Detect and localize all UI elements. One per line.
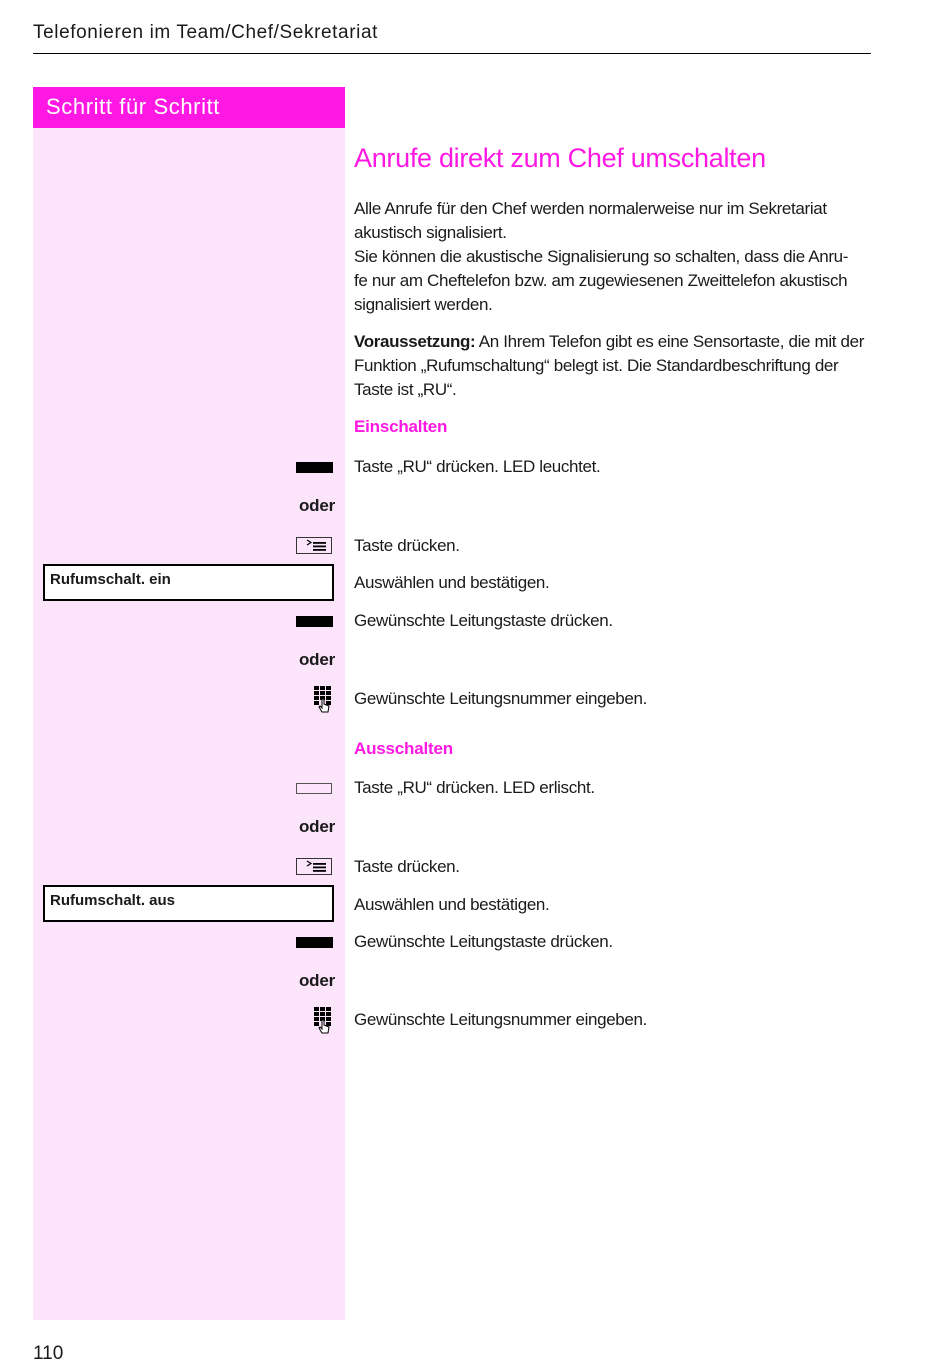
page-number: 110	[33, 1343, 64, 1364]
step-text: Auswählen und bestätigen.	[354, 895, 550, 914]
or-label: oder	[298, 496, 335, 515]
or-label: oder	[298, 817, 335, 836]
section-heading-on: Einschalten	[354, 417, 448, 436]
step-text: Gewünschte Leitungsnummer eingeben.	[354, 1010, 647, 1029]
intro-line: signalisiert werden.	[354, 295, 493, 314]
page-title: Anrufe direkt zum Chef umschalten	[354, 143, 766, 173]
step-by-step-column	[33, 87, 345, 1320]
display-option-off: Rufumschalt. aus	[43, 885, 334, 922]
menu-key-icon	[296, 858, 332, 875]
display-option-on: Rufumschalt. ein	[43, 564, 334, 601]
led-off-icon	[296, 783, 332, 794]
prerequisite-paragraph	[354, 330, 874, 402]
step-text: Taste „RU“ drücken. LED leuchtet.	[354, 457, 601, 476]
intro-paragraph	[354, 197, 874, 317]
prereq-line: Funktion „Rufumschaltung“ belegt ist. Die Standardbeschriftung der	[354, 356, 839, 375]
intro-line: fe nur am Cheftelefon bzw. am zugewiesenen Zweittelefon akustisch	[354, 271, 848, 290]
step-text: Gewünschte Leitungstaste drücken.	[354, 611, 613, 630]
led-lit-icon	[296, 462, 333, 473]
keypad-icon	[312, 1007, 334, 1035]
intro-line: akustisch signalisiert.	[354, 223, 507, 242]
step-text: Auswählen und bestätigen.	[354, 573, 550, 592]
or-label: oder	[298, 971, 335, 990]
prereq-label: Voraussetzung:	[354, 332, 476, 351]
step-text: Gewünschte Leitungsnummer eingeben.	[354, 689, 647, 708]
prereq-line: Taste ist „RU“.	[354, 380, 457, 399]
menu-key-icon	[296, 537, 332, 554]
prereq-text: An Ihrem Telefon gibt es eine Sensortaste, die mit der	[475, 332, 865, 351]
running-header: Telefonieren im Team/Chef/Sekretariat	[33, 22, 379, 43]
header-rule	[33, 53, 871, 54]
or-label: oder	[298, 650, 335, 669]
step-text: Gewünschte Leitungstaste drücken.	[354, 932, 613, 951]
keypad-icon	[312, 686, 334, 714]
intro-line: Sie können die akustische Signalisierung so schalten, dass die Anru-	[354, 247, 849, 266]
prereq-line	[354, 330, 874, 354]
intro-line: Alle Anrufe für den Chef werden normalerweise nur im Sekretariat	[354, 199, 827, 218]
step-text: Taste „RU“ drücken. LED erlischt.	[354, 778, 595, 797]
section-heading-off: Ausschalten	[354, 739, 453, 758]
led-lit-icon	[296, 937, 333, 948]
step-by-step-header: Schritt für Schritt	[33, 87, 345, 128]
step-text: Taste drücken.	[354, 536, 460, 555]
step-text: Taste drücken.	[354, 857, 460, 876]
led-lit-icon	[296, 616, 333, 627]
